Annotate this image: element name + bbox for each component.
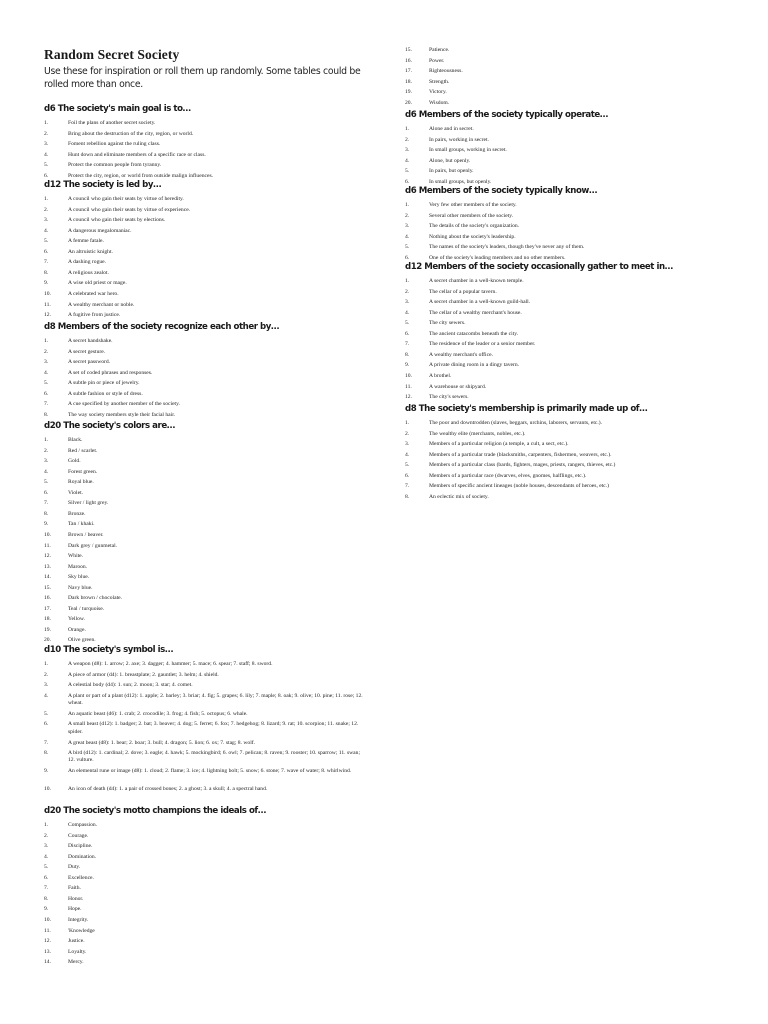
item-text: Wisdom. bbox=[429, 99, 450, 106]
item-number: 1. bbox=[44, 120, 49, 126]
item-text: The residence of the leader or a senior member. bbox=[429, 341, 536, 348]
item-number: 8. bbox=[44, 895, 49, 902]
item-number: 2. bbox=[44, 130, 49, 137]
item-number: 10. bbox=[44, 290, 51, 297]
item-text: Red / scarlet. bbox=[68, 447, 98, 454]
item-text: A wealthy merchant or noble. bbox=[68, 301, 135, 308]
item-number: 20. bbox=[405, 99, 412, 106]
table-heading: d10 The society's symbol is… bbox=[44, 645, 173, 655]
item-number: 5. bbox=[44, 380, 49, 387]
item-number: 4. bbox=[44, 369, 49, 376]
item-text: In pairs, working in secret. bbox=[429, 136, 489, 143]
item-number: 6. bbox=[405, 178, 410, 185]
item-text: Navy blue. bbox=[68, 584, 93, 591]
item-text: Alone and in secret. bbox=[429, 126, 474, 132]
item-text: An eclectic mix of society. bbox=[429, 493, 489, 500]
item-number: 12. bbox=[405, 394, 412, 401]
table-heading: d12 Members of the society occasionally gather to meet in… bbox=[405, 262, 673, 272]
item-text: Hunt down and eliminate members of a specific race or class. bbox=[68, 151, 206, 158]
item-text: Members of a particular race (dwarves, elves, gnomes, halflings, etc.). bbox=[429, 472, 587, 479]
item-text: An elemental rune or image (d8): 1. cloud; 2. flame; 3. ice; 4. lightning bolt; 5. snow; 6. stone; 7. wave of water; 8. whirlwind. bbox=[68, 768, 352, 775]
item-number: 3. bbox=[44, 843, 49, 850]
item-text: Members of a particular religion (a temple, a cult, a sect, etc.). bbox=[429, 441, 569, 448]
item-text: A weapon (d8): 1. arrow; 2. axe; 3. dagger; 4. hammer; 5. mace; 6. spear; 7. staff; 8. sword. bbox=[68, 661, 273, 667]
item-number: 10. bbox=[44, 786, 51, 793]
item-text: A private dining room in a dingy tavern. bbox=[429, 362, 520, 369]
item-text: A femme fatale. bbox=[68, 238, 104, 245]
item-text: A subtle fashion or style of dress. bbox=[68, 390, 143, 397]
item-number: 10. bbox=[405, 372, 412, 379]
item-text: Domination. bbox=[68, 853, 97, 860]
item-text: Silver / light grey. bbox=[68, 500, 109, 507]
item-number: 18. bbox=[44, 616, 51, 623]
item-number: 6. bbox=[405, 330, 410, 337]
item-number: 3. bbox=[44, 217, 49, 224]
item-number: 7. bbox=[44, 259, 49, 266]
item-text: An icon of death (d4): 1. a pair of crossed bones; 2. a ghost; 3. a skull; 4. a spectral hand. bbox=[68, 786, 268, 793]
item-number: 5. bbox=[44, 162, 49, 169]
item-text: A secret chamber in a well-known guild-hall. bbox=[429, 299, 531, 306]
item-number: 6. bbox=[405, 472, 410, 479]
item-number: 7. bbox=[44, 739, 49, 746]
item-text: The cellar of a popular tavern. bbox=[429, 288, 497, 295]
item-number: 9. bbox=[44, 521, 49, 528]
item-text: A council who gain their seats by virtue of heredity. bbox=[68, 196, 184, 202]
item-text: Faith. bbox=[68, 885, 81, 892]
item-number: 9. bbox=[44, 906, 49, 913]
item-text: Excellence. bbox=[68, 874, 94, 881]
item-text: Violet. bbox=[68, 489, 84, 496]
item-number: 4. bbox=[44, 151, 49, 158]
item-text: A cue specified by another member of the society. bbox=[68, 401, 180, 408]
item-number: 3. bbox=[44, 359, 49, 366]
item-number: 19. bbox=[405, 89, 412, 96]
item-number: 14. bbox=[44, 959, 51, 966]
item-number: 9. bbox=[44, 280, 49, 287]
item-number: 8. bbox=[405, 351, 410, 358]
item-number: 11. bbox=[44, 301, 51, 308]
item-text: Righteousness. bbox=[429, 68, 463, 75]
item-text: Dark grey / gunmetal. bbox=[68, 542, 118, 549]
item-number: 4. bbox=[44, 692, 49, 699]
item-number: 18. bbox=[405, 78, 412, 85]
item-number: 10. bbox=[44, 916, 51, 923]
item-text: Sky blue. bbox=[68, 574, 90, 581]
item-text: Victory. bbox=[429, 89, 447, 96]
item-text: Foment rebellion against the ruling class. bbox=[68, 141, 161, 148]
item-number: 2. bbox=[405, 212, 410, 219]
item-number: 16. bbox=[44, 595, 51, 602]
item-number: 16. bbox=[405, 57, 412, 64]
table-heading: d6 The society's main goal is to… bbox=[44, 104, 191, 114]
table-heading: d12 The society is led by… bbox=[44, 180, 162, 190]
item-text: Very few other members of the society. bbox=[429, 202, 517, 208]
item-text: A wise old priest or mage. bbox=[68, 280, 127, 287]
item-number: 5. bbox=[44, 479, 49, 486]
item-text: An aquatic beast (d6): 1. crab; 2. crocodile; 3. frog; 4. fish; 5. octopus; 6. whale. bbox=[68, 710, 248, 717]
item-text: In small groups, but openly. bbox=[429, 178, 492, 185]
item-number: 4. bbox=[405, 233, 410, 240]
item-number: 1. bbox=[405, 420, 410, 426]
item-number: 6. bbox=[405, 254, 410, 261]
item-number: 8. bbox=[44, 411, 49, 418]
item-text: Strength. bbox=[429, 78, 450, 85]
item-text: A set of coded phrases and responses. bbox=[68, 369, 153, 376]
item-number: 1. bbox=[405, 278, 410, 284]
item-text: A bird (d12): 1. cardinal; 2. dove; 3. eagle; 4. hawk; 5. mockingbird; 6. owl; 7. pelican; 8. raven; 9. rooster; 10. sparrow; 11. swan; 12. vulture. bbox=[68, 750, 361, 764]
item-number: 12. bbox=[44, 938, 51, 945]
item-number: 1. bbox=[44, 661, 49, 667]
item-number: 5. bbox=[405, 244, 410, 251]
item-text: Mercy. bbox=[68, 959, 84, 966]
table-heading: d20 The society's colors are… bbox=[44, 421, 175, 431]
item-number: 3. bbox=[405, 223, 410, 230]
table-heading: d6 Members of the society typically know… bbox=[405, 186, 598, 196]
item-text: Royal blue. bbox=[68, 479, 94, 486]
item-text: Patience. bbox=[429, 47, 450, 53]
item-text: A fugitive from justice. bbox=[68, 312, 121, 319]
item-number: 5. bbox=[405, 462, 410, 469]
item-number: 9. bbox=[44, 768, 49, 775]
item-text: Dark brown / chocolate. bbox=[68, 595, 123, 602]
item-number: 13. bbox=[44, 563, 51, 570]
item-number: 2. bbox=[44, 206, 49, 213]
item-number: 3. bbox=[405, 441, 410, 448]
item-text: Discipline. bbox=[68, 843, 93, 850]
item-text: The wealthy elite (merchants, nobles, etc.). bbox=[429, 430, 526, 437]
table-heading: d8 Members of the society recognize each other by… bbox=[44, 322, 280, 332]
item-text: Hope. bbox=[68, 906, 82, 913]
item-text: Maroon. bbox=[68, 563, 88, 570]
item-number: 3. bbox=[405, 299, 410, 306]
item-text: In pairs, but openly. bbox=[429, 168, 474, 175]
item-text: Black. bbox=[68, 437, 83, 443]
item-number: 3. bbox=[405, 147, 410, 154]
item-number: 5. bbox=[405, 168, 410, 175]
item-text: White. bbox=[68, 553, 84, 560]
item-text: Honor. bbox=[68, 895, 84, 902]
item-text: Compassion. bbox=[68, 822, 98, 828]
item-text: A secret handshake. bbox=[68, 338, 113, 344]
item-text: Nothing about the society's leadership. bbox=[429, 233, 516, 240]
item-text: A plant or part of a plant (d12): 1. apple; 2. barley; 3. briar; 4. fig; 5. grapes; 6. lily; 7. maple; 8. oak; 9. olive; 10. pine; 11. rose; 12. wheat. bbox=[68, 692, 363, 706]
item-number: 7. bbox=[44, 885, 49, 892]
item-text: Power. bbox=[429, 57, 445, 64]
item-text: Yellow. bbox=[68, 616, 85, 623]
item-number: 17. bbox=[405, 68, 412, 75]
item-number: 2. bbox=[44, 348, 49, 355]
item-number: 15. bbox=[405, 47, 412, 53]
item-number: 8. bbox=[44, 269, 49, 276]
item-number: 5. bbox=[44, 710, 49, 717]
item-text: A celebrated war hero. bbox=[68, 290, 119, 297]
item-text: Olive green. bbox=[68, 637, 96, 644]
item-text: Foil the plans of another secret society. bbox=[68, 120, 156, 126]
item-number: 9. bbox=[405, 362, 410, 369]
table-heading: d20 The society's motto champions the ideals of… bbox=[44, 806, 266, 816]
item-text: Protect the city, region, or world from outside malign influences. bbox=[68, 172, 214, 179]
item-number: 12. bbox=[44, 553, 51, 560]
item-text: A warehouse or shipyard. bbox=[429, 383, 487, 390]
item-text: Gold. bbox=[68, 458, 81, 465]
item-number: 1. bbox=[405, 126, 410, 132]
item-text: A wealthy merchant's office. bbox=[429, 351, 493, 358]
item-text: Bring about the destruction of the city, region, or world. bbox=[68, 130, 194, 137]
item-text: Orange. bbox=[68, 626, 86, 633]
item-text: A piece of armor (d4): 1. breastplate; 2. gauntlet; 3. helm; 4. shield. bbox=[68, 671, 219, 678]
item-text: Protect the common people from tyranny. bbox=[68, 162, 162, 169]
item-number: 20. bbox=[44, 637, 51, 644]
item-number: 8. bbox=[405, 493, 410, 500]
item-text: The poor and downtrodden (slaves, beggars, urchins, laborers, servants, etc.). bbox=[429, 420, 603, 426]
item-number: 4. bbox=[405, 309, 410, 316]
intro-text: Use these for inspiration or roll them up randomly. Some tables could be rolled more than once. bbox=[44, 66, 361, 90]
item-text: A brothel. bbox=[429, 372, 452, 379]
item-text: An altruistic knight. bbox=[68, 248, 113, 255]
item-text: Bronze. bbox=[68, 510, 86, 517]
item-text: Forest green. bbox=[68, 468, 98, 475]
item-number: 1. bbox=[405, 202, 410, 208]
item-number: 2. bbox=[405, 136, 410, 143]
item-text: Alone, but openly. bbox=[429, 157, 471, 164]
item-number: 17. bbox=[44, 605, 51, 612]
item-number: 2. bbox=[405, 288, 410, 295]
item-number: 6. bbox=[44, 721, 49, 728]
item-number: 2. bbox=[44, 671, 49, 678]
item-text: A council who gain their seats by virtue of experience. bbox=[68, 206, 191, 213]
item-text: A secret chamber in a well-known temple. bbox=[429, 278, 524, 284]
table-heading: d8 The society's membership is primarily made up of… bbox=[405, 404, 648, 414]
item-number: 8. bbox=[44, 750, 49, 757]
item-text: Integrity. bbox=[68, 916, 89, 923]
item-number: 12. bbox=[44, 312, 51, 319]
item-number: 6. bbox=[44, 874, 49, 881]
document-title: Random Secret Society bbox=[44, 47, 180, 62]
item-number: 1. bbox=[44, 437, 49, 443]
item-number: 6. bbox=[44, 172, 49, 179]
item-number: 11. bbox=[44, 542, 51, 549]
item-text: Members of specific ancient lineages (noble houses, descendants of heroes, etc.) bbox=[429, 483, 610, 490]
item-number: 4. bbox=[44, 853, 49, 860]
item-number: 3. bbox=[44, 141, 49, 148]
item-text: A celestial body (d4): 1. sun; 2. moon; 3. star; 4. comet. bbox=[68, 682, 193, 689]
item-number: 7. bbox=[405, 483, 410, 490]
item-text: Members of a particular trade (blacksmiths, carpenters, fishermen, weavers, etc.). bbox=[429, 451, 612, 458]
item-text: The ancient catacombs beneath the city. bbox=[429, 330, 519, 337]
item-number: 19. bbox=[44, 626, 51, 633]
table-heading: d6 Members of the society typically operate… bbox=[405, 110, 608, 120]
item-text: Duty. bbox=[68, 864, 81, 871]
item-number: 6. bbox=[44, 390, 49, 397]
item-number: 1. bbox=[44, 196, 49, 202]
item-text: A small beast (d12): 1. badger; 2. bat; 3. beaver; 4. dog; 5. ferret; 6. fox; 7. hedgehog; 8. lizard; 9. rat; 10. scorpion; 11. snake; 12. spider. bbox=[68, 721, 359, 735]
item-text: Several other members of the society. bbox=[429, 212, 514, 219]
item-number: 2. bbox=[405, 430, 410, 437]
item-number: 11. bbox=[405, 383, 412, 390]
item-text: A dashing rogue. bbox=[68, 259, 107, 266]
item-text: The cellar of a wealthy merchant's house. bbox=[429, 309, 522, 316]
item-text: A great beast (d8): 1. bear; 2. boar; 3. bull; 4. dragon; 5. lion; 6. ox; 7. stag; 8. wolf. bbox=[68, 739, 256, 746]
item-number: 1. bbox=[44, 338, 49, 344]
item-text: Members of a particular class (bards, fighters, mages, priests, rangers, thieves, etc.) bbox=[429, 462, 616, 469]
item-number: 10. bbox=[44, 531, 51, 538]
item-text: Teal / turquoise. bbox=[68, 605, 105, 612]
item-text: 'Knowledge bbox=[68, 927, 95, 934]
item-text: In small groups, working in secret. bbox=[429, 147, 507, 154]
item-text: A religious zealot. bbox=[68, 269, 109, 276]
item-number: 2. bbox=[44, 447, 49, 454]
item-number: 5. bbox=[405, 320, 410, 327]
item-number: 13. bbox=[44, 948, 51, 955]
item-text: The names of the society's leaders, though they've never any of them. bbox=[429, 244, 585, 251]
item-number: 11. bbox=[44, 927, 51, 934]
item-number: 15. bbox=[44, 584, 51, 591]
item-number: 2. bbox=[44, 832, 49, 839]
item-number: 3. bbox=[44, 458, 49, 465]
item-text: Brown / beaver. bbox=[68, 531, 104, 538]
item-number: 5. bbox=[44, 238, 49, 245]
item-text: Courage. bbox=[68, 832, 89, 839]
item-text: The details of the society's organization. bbox=[429, 223, 520, 230]
item-number: 4. bbox=[405, 451, 410, 458]
item-text: The city's sewers. bbox=[429, 394, 469, 401]
item-number: 6. bbox=[44, 248, 49, 255]
item-number: 4. bbox=[44, 227, 49, 234]
item-text: Tan / khaki. bbox=[68, 521, 95, 528]
item-number: 8. bbox=[44, 510, 49, 517]
item-number: 1. bbox=[44, 822, 49, 828]
item-number: 4. bbox=[405, 157, 410, 164]
item-text: The city sewers. bbox=[429, 320, 466, 327]
item-text: A dangerous megalomaniac. bbox=[68, 227, 132, 234]
item-number: 3. bbox=[44, 682, 49, 689]
item-number: 7. bbox=[44, 500, 49, 507]
item-text: The way society members style their facial hair. bbox=[68, 411, 176, 418]
item-number: 6. bbox=[44, 489, 49, 496]
item-text: A council who gain their seats by elections. bbox=[68, 217, 166, 224]
item-text: Justice. bbox=[68, 938, 85, 945]
item-text: Loyalty. bbox=[68, 948, 87, 955]
item-number: 7. bbox=[44, 401, 49, 408]
item-number: 5. bbox=[44, 864, 49, 871]
item-text: A subtle pin or piece of jewelry. bbox=[68, 380, 140, 387]
item-text: A secret gesture. bbox=[68, 348, 106, 355]
item-number: 7. bbox=[405, 341, 410, 348]
item-text: One of the society's leading members and no other members. bbox=[429, 254, 566, 261]
item-number: 14. bbox=[44, 574, 51, 581]
item-text: A secret password. bbox=[68, 359, 111, 366]
item-number: 4. bbox=[44, 468, 49, 475]
